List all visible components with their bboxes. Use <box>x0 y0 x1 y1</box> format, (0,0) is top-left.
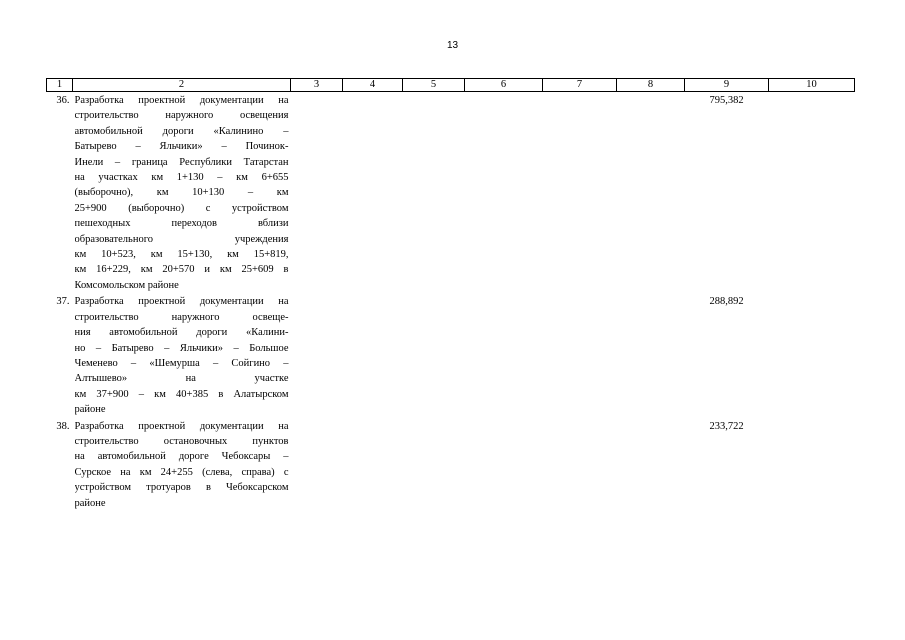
description-line: ния автомобильной дороги «Калини- <box>74 327 289 339</box>
description-line: на автомобильной дороге Чебоксары – <box>74 451 289 463</box>
row-cell-col8 <box>617 418 685 511</box>
description-line: районе <box>74 404 106 416</box>
column-header-4: 4 <box>343 79 403 92</box>
row-cell-col7 <box>543 418 617 511</box>
row-cell-col6 <box>465 418 543 511</box>
column-header-8: 8 <box>617 79 685 92</box>
column-header-9: 9 <box>685 79 769 92</box>
description-line: устройством тротуаров в Чебоксарском <box>74 482 289 494</box>
description-line: но – Батырево – Яльчики» – Большое <box>74 342 289 354</box>
row-cell-col3 <box>291 293 343 417</box>
column-header-1: 1 <box>47 79 73 92</box>
budget-table <box>46 78 855 511</box>
row-amount-col9: 795,382 <box>709 95 744 106</box>
table-row <box>47 293 855 417</box>
description-line: 25+900 (выборочно) с устройством <box>74 202 289 214</box>
column-header-2: 2 <box>73 79 291 92</box>
row-cell-col6 <box>465 92 543 294</box>
row-description <box>73 418 291 511</box>
row-cell-col3 <box>291 92 343 294</box>
description-line: Инели – граница Республики Татарстан <box>74 156 289 168</box>
description-line: Батырево – Яльчики» – Починок- <box>74 141 289 153</box>
description-line: Разработка проектной документации на <box>74 296 289 308</box>
description-line: Сурское на км 24+255 (слева, справа) с <box>74 466 289 478</box>
row-number: 36. <box>56 95 70 106</box>
description-line: км 16+229, км 20+570 и км 25+609 в <box>74 264 289 276</box>
table-row <box>47 92 855 294</box>
row-number: 38. <box>56 420 70 432</box>
row-cell-col8 <box>617 92 685 294</box>
column-header-6: 6 <box>465 79 543 92</box>
description-line: Алтышево» на участке <box>74 373 289 385</box>
row-cell-col7 <box>543 293 617 417</box>
row-cell-col8 <box>617 293 685 417</box>
description-line: автомобильной дороги «Калинино – <box>74 125 289 137</box>
row-cell-col3 <box>291 418 343 511</box>
description-line: строительство наружного освещения <box>74 110 289 122</box>
description-line: образовательного учреждения <box>74 233 289 245</box>
description-line: Чеменево – «Шемурша – Сойгино – <box>74 357 289 369</box>
table-row <box>47 418 855 511</box>
row-cell-col5 <box>403 418 465 511</box>
page-number: 13 <box>446 40 459 51</box>
description-line: Разработка проектной документации на <box>74 95 289 106</box>
description-line: пешеходных переходов вблизи <box>74 218 289 230</box>
row-cell-col4 <box>343 293 403 417</box>
row-cell-col4 <box>343 92 403 294</box>
column-header-3: 3 <box>291 79 343 92</box>
description-line: км 10+523, км 15+130, км 15+819, <box>74 249 289 261</box>
description-line: строительство наружного освеще- <box>74 311 289 323</box>
description-line: Разработка проектной документации на <box>74 420 289 432</box>
description-line: Комсомольском районе <box>74 279 179 291</box>
row-cell-col6 <box>465 293 543 417</box>
row-cell-col7 <box>543 92 617 294</box>
row-description <box>73 293 291 417</box>
row-cell-col5 <box>403 92 465 294</box>
row-number: 37. <box>56 296 70 308</box>
description-line: районе <box>74 497 106 509</box>
row-cell-col10 <box>769 92 855 294</box>
row-cell-col4 <box>343 418 403 511</box>
description-line: строительство остановочных пунктов <box>74 435 289 447</box>
row-cell-col5 <box>403 293 465 417</box>
row-cell-col10 <box>769 418 855 511</box>
row-amount-col9: 288,892 <box>709 296 744 308</box>
column-number-header-row <box>47 79 855 92</box>
description-line: на участках км 1+130 – км 6+655 <box>74 172 289 184</box>
row-cell-col10 <box>769 293 855 417</box>
column-header-7: 7 <box>543 79 617 92</box>
column-header-5: 5 <box>403 79 465 92</box>
column-header-10: 10 <box>769 79 855 92</box>
description-line: км 37+900 – км 40+385 в Алатырском <box>74 388 289 400</box>
row-amount-col9: 233,722 <box>709 420 744 432</box>
row-description <box>73 92 291 294</box>
table-body <box>47 92 855 511</box>
description-line: (выборочно), км 10+130 – км <box>74 187 289 199</box>
